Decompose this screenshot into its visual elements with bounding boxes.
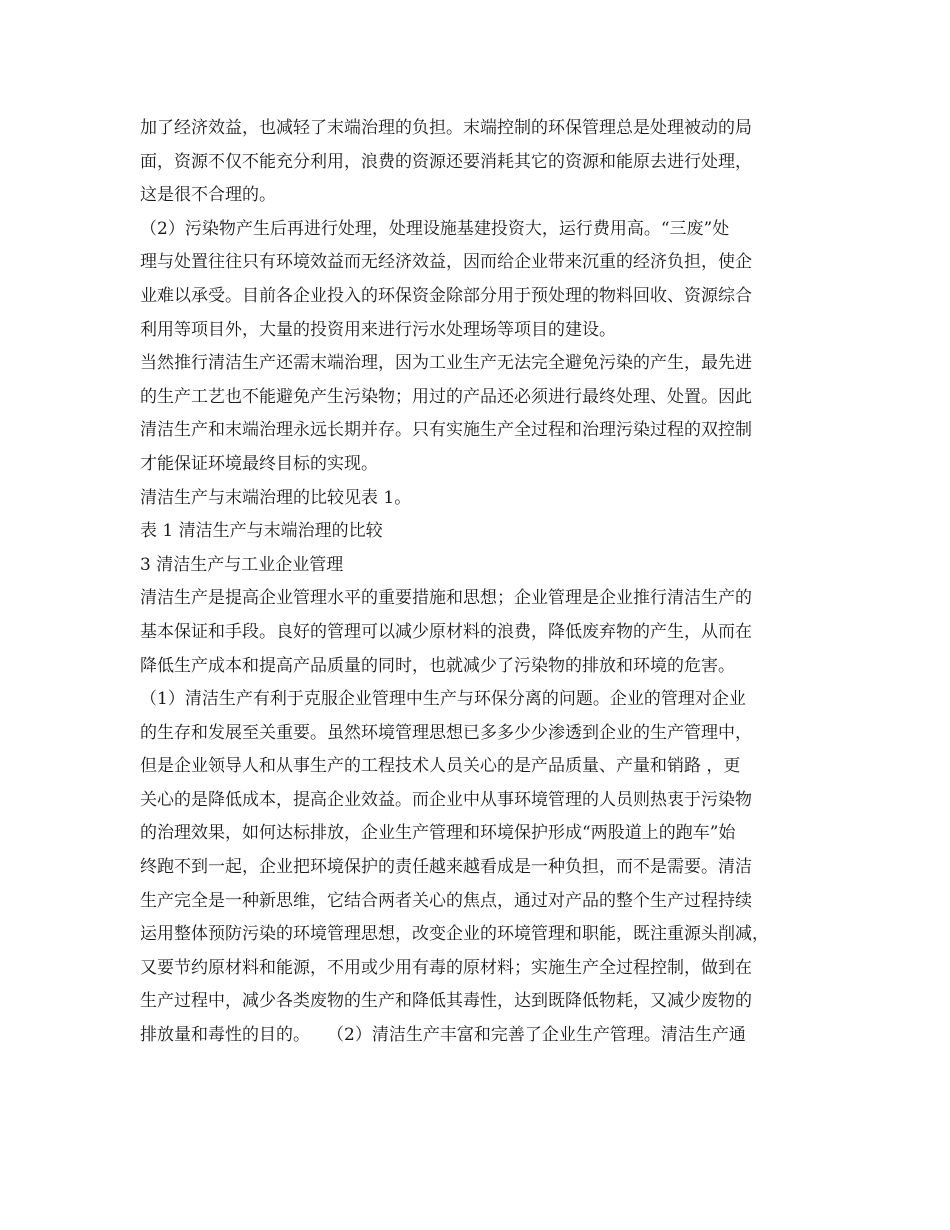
text-line: 的生存和发展至关重要。虽然环境管理思想已多多少少渗透到企业的生产管理中， (140, 722, 752, 743)
text-line: 清洁生产和末端治理永远长期并存。只有实施生产全过程和治理污染过程的双控制 (140, 420, 752, 441)
text-line: 才能保证环境最终目标的实现。 (140, 453, 378, 474)
text-line: 关心的是降低成本，提高企业效益。而企业中从事环境管理的人员则热衷于污染物 (140, 789, 752, 810)
text-line: 当然推行清洁生产还需末端治理，因为工业生产无法完全避免污染的产生，最先进 (140, 353, 752, 374)
text-line: 排放量和毒性的目的。 （2）清洁生产丰富和完善了企业生产管理。清洁生产通 (140, 1025, 746, 1046)
text-line: 终跑不到一起，企业把环境保护的责任越来越看成是一种负担，而不是需要。清洁 (140, 857, 752, 878)
text-line: （1）清洁生产有利于克服企业管理中生产与环保分离的问题。企业的管理对企业 (140, 689, 746, 710)
text-line: 业难以承受。目前各企业投入的环保资金除部分用于预处理的物料回收、资源综合 (140, 285, 752, 306)
text-line: 清洁生产与末端治理的比较见表 1。 (140, 487, 412, 508)
text-line: 生产过程中，减少各类废物的生产和降低其毒性，达到既降低物耗，又减少废物的 (140, 991, 752, 1012)
text-line: 的治理效果，如何达标排放，企业生产管理和环境保护形成“两股道上的跑车”始 (140, 823, 736, 844)
text-line: 加了经济效益，也减轻了末端治理的负担。末端控制的环保管理总是处理被动的局 (140, 118, 752, 138)
text-line: （2）污染物产生后再进行处理，处理设施基建投资大，运行费用高。“三废”处 (140, 218, 730, 239)
text-line: 的生产工艺也不能避免产生污染物；用过的产品还必须进行最终处理、处置。因此 (140, 386, 752, 407)
text-line: 面，资源不仅不能充分利用，浪费的资源还要消耗其它的资源和能原去进行处理， (140, 151, 752, 172)
section-heading: 3 清洁生产与工业企业管理 (140, 554, 344, 575)
text-line: 但是企业领导人和从事生产的工程技术人员关心的是产品质量、产量和销路 ，更 (140, 756, 741, 777)
text-line: 利用等项目外，大量的投资用来进行污水处理场等项目的建设。 (140, 319, 616, 340)
text-line: 基本保证和手段。良好的管理可以减少原材料的浪费，降低废弃物的产生，从而在 (140, 621, 752, 642)
text-line: 生产完全是一种新思维，它结合两者关心的焦点，通过对产品的整个生产过程持续 (140, 890, 752, 911)
text-line: 又要节约原材料和能源，不用或少用有毒的原材料；实施生产全过程控制，做到在 (140, 957, 752, 978)
body-text (140, 112, 830, 1053)
text-line: 降低生产成本和提高产品质量的同时，也就减少了污染物的排放和环境的危害。 (140, 655, 735, 676)
text-line: 运用整体预防污染的环境管理思想，改变企业的环境管理和职能，既注重源头削减， (140, 924, 769, 945)
text-line: 清洁生产是提高企业管理水平的重要措施和思想；企业管理是企业推行清洁生产的 (140, 588, 752, 609)
table-caption: 表 1 清洁生产与末端治理的比较 (140, 521, 383, 542)
text-line: 理与处置往往只有环境效益而无经济效益，因而给企业带来沉重的经济负担，使企 (140, 252, 752, 273)
text-line: 这是很不合理的。 (140, 185, 276, 206)
